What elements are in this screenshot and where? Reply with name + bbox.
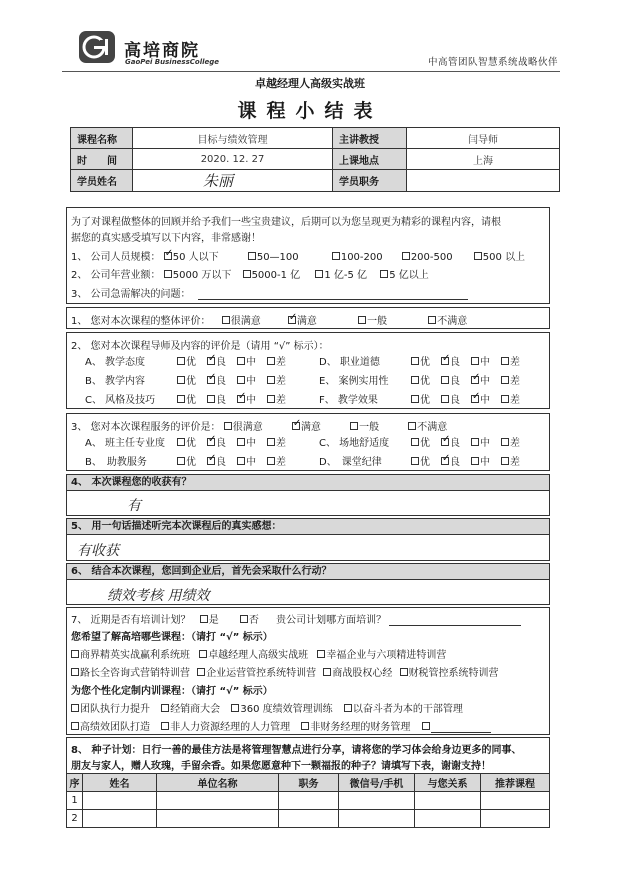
rating-row bbox=[85, 391, 297, 406]
size-option-2[interactable]: 50—100 bbox=[248, 252, 299, 263]
checkbox-icon[interactable] bbox=[411, 357, 419, 365]
rating-option[interactable]: ✓ 中 bbox=[471, 391, 501, 406]
rating-option[interactable]: 差 bbox=[501, 353, 531, 368]
q4-label: 4、 本次课程您的收获有？ bbox=[67, 475, 549, 491]
custom-option[interactable]: 非财务经理的财务管理 bbox=[301, 722, 410, 733]
q5-section bbox=[66, 518, 550, 561]
checkbox-icon[interactable] bbox=[358, 316, 366, 324]
rating-option[interactable]: 优 bbox=[177, 391, 207, 406]
q6-answer[interactable]: 绩效考核 用绩效 bbox=[107, 588, 210, 604]
revenue-label: 2、 公司年营业额： bbox=[71, 270, 161, 281]
training-plan-row: 7、 近期是否有培训计划？ 是 否 贵公司计划哪方面培训？ bbox=[71, 611, 521, 626]
checkbox-icon[interactable] bbox=[207, 395, 215, 403]
seed-plan-table bbox=[66, 773, 550, 828]
checkbox-checked-icon[interactable] bbox=[207, 457, 215, 465]
rating-option[interactable]: 优 bbox=[411, 434, 441, 449]
service-eval-section bbox=[66, 413, 550, 471]
q5-label: 5、 用一句话描述听完本次课程后的真实感想： bbox=[67, 519, 549, 535]
course-option[interactable]: 卓越经理人高级实战班 bbox=[199, 650, 308, 661]
overall-option-4[interactable]: 不满意 bbox=[428, 316, 467, 327]
course-option[interactable]: 企业运营管控系统特训营 bbox=[197, 668, 316, 679]
checkbox-icon[interactable] bbox=[411, 376, 419, 384]
rating-item-label: A、 教学态度 bbox=[85, 357, 146, 368]
checkbox-icon[interactable] bbox=[237, 357, 245, 365]
service-option-4[interactable]: 不满意 bbox=[408, 422, 447, 433]
student-name-handwriting: 朱丽 bbox=[203, 172, 234, 190]
checkbox-icon[interactable] bbox=[224, 422, 232, 430]
checkbox-checked-icon[interactable] bbox=[164, 252, 172, 260]
rating-item-label: F、 教学效果 bbox=[319, 395, 378, 406]
rating-row bbox=[85, 353, 297, 368]
checkbox-icon[interactable] bbox=[501, 395, 509, 403]
rating-option[interactable]: 差 bbox=[267, 372, 297, 387]
checkbox-icon[interactable] bbox=[315, 270, 323, 278]
checkbox-icon[interactable] bbox=[411, 438, 419, 446]
rating-option[interactable]: 中 bbox=[237, 434, 267, 449]
checkbox-checked-icon[interactable] bbox=[292, 422, 300, 430]
checkbox-icon[interactable] bbox=[267, 457, 275, 465]
course-field[interactable]: 目标与绩效管理 bbox=[133, 128, 333, 149]
training-area-field[interactable] bbox=[389, 616, 521, 626]
revenue-row bbox=[71, 266, 429, 281]
q4-answer[interactable]: 有 bbox=[127, 498, 141, 514]
revenue-option-2[interactable]: 5000-1 亿 bbox=[243, 270, 301, 281]
page-title: 课程小结表 bbox=[237, 100, 383, 122]
checkbox-icon[interactable] bbox=[501, 376, 509, 384]
rating-option[interactable]: 优 bbox=[411, 453, 441, 468]
rating-option[interactable]: 中 bbox=[471, 353, 501, 368]
checkbox-icon[interactable] bbox=[222, 316, 230, 324]
teacher-label: 主讲教授 bbox=[333, 128, 407, 149]
rating-option[interactable]: 差 bbox=[501, 453, 531, 468]
checkbox-icon[interactable] bbox=[474, 252, 482, 260]
rating-option[interactable]: 优 bbox=[177, 372, 207, 387]
overall-eval-row bbox=[71, 312, 467, 327]
rating-option[interactable]: ✓ 良 bbox=[441, 434, 471, 449]
custom-option[interactable]: 360 度绩效管理训练 bbox=[231, 704, 332, 715]
custom-option-other[interactable] bbox=[422, 722, 491, 733]
checkbox-icon[interactable] bbox=[441, 376, 449, 384]
rating-option[interactable]: ✓ 中 bbox=[237, 391, 267, 406]
rating-option[interactable]: 差 bbox=[501, 372, 531, 387]
checkbox-icon[interactable] bbox=[411, 395, 419, 403]
q6-label: 6、 结合本次课程，您回到企业后，首先会采取什么行动？ bbox=[67, 564, 549, 580]
place-label: 上课地点 bbox=[333, 149, 407, 170]
checkbox-icon[interactable] bbox=[402, 252, 410, 260]
checkbox-icon[interactable] bbox=[267, 376, 275, 384]
custom-option[interactable]: 高绩效团队打造 bbox=[71, 722, 150, 733]
rating-option[interactable]: 优 bbox=[411, 391, 441, 406]
overall-eval-section bbox=[66, 307, 550, 329]
rating-option[interactable]: 差 bbox=[501, 391, 531, 406]
rating-row bbox=[85, 372, 297, 387]
checkbox-icon[interactable] bbox=[177, 395, 185, 403]
rating-item-label: E、 案例实用性 bbox=[319, 376, 389, 387]
intro-text-2: 据您的真实感受填写以下内容，非常感谢！ bbox=[71, 233, 261, 244]
position-label: 学员职务 bbox=[333, 170, 407, 192]
company-info-section bbox=[66, 207, 550, 304]
want-courses-label: 您希望了解高培哪些课程：（请打 “√” 标示） bbox=[71, 632, 273, 643]
checkbox-icon[interactable] bbox=[441, 395, 449, 403]
custom-option[interactable]: 经销商大会 bbox=[161, 704, 220, 715]
checkbox-icon[interactable] bbox=[408, 422, 416, 430]
table-row: 2 bbox=[67, 810, 550, 828]
checkbox-checked-icon[interactable] bbox=[288, 316, 296, 324]
intro-text-1: 为了对课程做整体的回顾并给予我们一些宝贵建议，后期可以为您呈现更为精彩的课程内容，请根 bbox=[71, 217, 501, 228]
seed-plan-text-2: 朋友与家人，赠人玫瑰，手留余香。如果您愿意种下一颗福报的种子？请填写下表，谢谢支持！ bbox=[71, 761, 491, 772]
checkbox-icon[interactable] bbox=[411, 457, 419, 465]
checkbox-checked-icon[interactable] bbox=[471, 395, 479, 403]
checkbox-checked-icon[interactable] bbox=[471, 376, 479, 384]
overall-option-1[interactable]: 很满意 bbox=[222, 316, 261, 327]
gaopei-logo-icon bbox=[78, 30, 116, 64]
seed-plan-text-1: 8、 种子计划：日行一善的最佳方法是将管理智慧点进行分享，请将您的学习体会给身边更多的同事、 bbox=[71, 745, 522, 756]
rating-option[interactable]: 差 bbox=[267, 353, 297, 368]
checkbox-icon[interactable] bbox=[501, 357, 509, 365]
rating-option[interactable]: ✓ 良 bbox=[207, 453, 237, 468]
revenue-option-3[interactable]: 1 亿-5 亿 bbox=[315, 270, 367, 281]
rating-item-label: B、 助教服务 bbox=[85, 457, 147, 468]
checkbox-checked-icon[interactable] bbox=[237, 395, 245, 403]
size-option-3[interactable]: 100-200 bbox=[332, 252, 383, 263]
rating-option[interactable]: 良 bbox=[441, 391, 471, 406]
checkbox-icon[interactable] bbox=[471, 457, 479, 465]
course-option[interactable]: 商界精英实战赢利系统班 bbox=[71, 650, 190, 661]
problem-row bbox=[71, 285, 468, 300]
rating-row bbox=[319, 353, 531, 368]
size-option-5[interactable]: 500 以上 bbox=[474, 252, 525, 263]
checkbox-icon[interactable] bbox=[177, 438, 185, 446]
custom-options-row-1 bbox=[71, 700, 463, 715]
rating-row bbox=[319, 391, 531, 406]
plan-no-option[interactable]: 否 bbox=[240, 615, 259, 626]
checkbox-icon[interactable] bbox=[267, 438, 275, 446]
problem-label: 3、 公司急需解决的问题： bbox=[71, 289, 191, 300]
q5-answer[interactable]: 有收获 bbox=[77, 543, 119, 559]
brand-name-en: GaoPei BusinessCollege bbox=[125, 58, 220, 66]
overall-eval-label: 1、 您对本次课程的整体评价： bbox=[71, 316, 211, 327]
rating-option[interactable]: 优 bbox=[411, 372, 441, 387]
tagline: 中高管团队智慧系统战略伙伴 bbox=[427, 57, 558, 68]
rating-option[interactable]: 差 bbox=[267, 453, 297, 468]
checkbox-icon[interactable] bbox=[501, 457, 509, 465]
rating-option[interactable]: ✓ 良 bbox=[441, 353, 471, 368]
checkbox-icon[interactable] bbox=[200, 615, 208, 623]
service-option-1[interactable]: 很满意 bbox=[224, 422, 263, 433]
rating-row bbox=[319, 372, 531, 387]
checkbox-icon[interactable] bbox=[501, 438, 509, 446]
service-eval-row bbox=[71, 418, 447, 433]
custom-options-row-2 bbox=[71, 718, 491, 733]
rating-option[interactable]: 中 bbox=[237, 353, 267, 368]
checkbox-icon[interactable] bbox=[237, 438, 245, 446]
checkbox-icon[interactable] bbox=[380, 270, 388, 278]
time-label: 时 间 bbox=[71, 149, 133, 170]
student-field[interactable] bbox=[133, 170, 333, 192]
q8-section bbox=[66, 737, 550, 773]
checkbox-icon[interactable] bbox=[471, 357, 479, 365]
student-label: 学员姓名 bbox=[71, 170, 133, 192]
checkbox-icon[interactable] bbox=[428, 316, 436, 324]
revenue-option-4[interactable]: 5 亿以上 bbox=[380, 270, 429, 281]
size-option-4[interactable]: 200-500 bbox=[402, 252, 453, 263]
rating-row bbox=[319, 434, 531, 449]
position-field[interactable] bbox=[407, 170, 560, 192]
brand-name: 高培商院 bbox=[124, 41, 200, 61]
rating-item-label: A、 班主任专业度 bbox=[85, 438, 166, 449]
checkbox-checked-icon[interactable] bbox=[441, 438, 449, 446]
checkbox-checked-icon[interactable] bbox=[207, 376, 215, 384]
checkbox-checked-icon[interactable] bbox=[441, 457, 449, 465]
rating-row bbox=[319, 453, 531, 468]
overall-option-2[interactable]: ✓ 满意 bbox=[288, 316, 317, 327]
rating-item-label: C、 场地舒适度 bbox=[319, 438, 390, 449]
size-option-1[interactable]: ✓ 50 人以下 bbox=[164, 252, 219, 263]
checkbox-icon[interactable] bbox=[267, 395, 275, 403]
rating-option[interactable]: 差 bbox=[501, 434, 531, 449]
rating-option[interactable]: 优 bbox=[177, 353, 207, 368]
teacher-eval-label: 2、 您对本次课程导师及内容的评价是（请用 “√” 标示）： bbox=[71, 341, 329, 352]
service-option-2[interactable]: ✓ 满意 bbox=[292, 422, 321, 433]
checkbox-icon[interactable] bbox=[243, 270, 251, 278]
custom-option[interactable]: 团队执行力提升 bbox=[71, 704, 150, 715]
rating-item-label: C、 风格及技巧 bbox=[85, 395, 156, 406]
rating-option[interactable]: 中 bbox=[471, 434, 501, 449]
custom-option[interactable]: 以奋斗者为本的干部管理 bbox=[344, 704, 463, 715]
q6-section bbox=[66, 563, 550, 605]
rating-option[interactable]: 差 bbox=[267, 391, 297, 406]
service-eval-label: 3、 您对本次课程服务的评价是： bbox=[71, 422, 221, 433]
rating-option[interactable]: 优 bbox=[177, 434, 207, 449]
seed-table-header: 序 姓名 单位名称 职务 微信号/手机 与您关系 推荐课程 bbox=[67, 774, 550, 792]
rating-option[interactable]: 差 bbox=[267, 434, 297, 449]
checkbox-icon[interactable] bbox=[267, 357, 275, 365]
table-row: 1 bbox=[67, 792, 550, 810]
checkbox-icon[interactable] bbox=[350, 422, 358, 430]
rating-option[interactable]: ✓ 良 bbox=[441, 453, 471, 468]
rating-option[interactable]: 中 bbox=[237, 372, 267, 387]
rating-row bbox=[85, 434, 297, 449]
rating-row bbox=[85, 453, 297, 468]
checkbox-checked-icon[interactable] bbox=[441, 357, 449, 365]
teacher-field[interactable]: 闫导师 bbox=[407, 128, 560, 149]
service-option-3[interactable]: 一般 bbox=[350, 422, 379, 433]
course-label: 课程名称 bbox=[71, 128, 133, 149]
checkbox-icon[interactable] bbox=[237, 376, 245, 384]
q4-section bbox=[66, 474, 550, 516]
rating-option[interactable]: 良 bbox=[207, 391, 237, 406]
checkbox-icon[interactable] bbox=[164, 270, 172, 278]
time-field[interactable]: 2020. 12. 27 bbox=[133, 149, 333, 170]
rating-option[interactable]: ✓ 良 bbox=[207, 353, 237, 368]
rating-item-label: B、 教学内容 bbox=[85, 376, 146, 387]
header-divider bbox=[62, 71, 560, 72]
company-size-row bbox=[71, 248, 525, 263]
q7-section bbox=[66, 607, 550, 735]
custom-courses-label: 为您个性化定制内训课程：（请打 “√” 标示） bbox=[71, 686, 273, 697]
checkbox-icon[interactable] bbox=[240, 615, 248, 623]
place-field[interactable]: 上海 bbox=[407, 149, 560, 170]
checkbox-icon[interactable] bbox=[177, 457, 185, 465]
course-option[interactable]: 商战股权心经 bbox=[323, 668, 392, 679]
course-options-row-1 bbox=[71, 646, 446, 661]
checkbox-icon[interactable] bbox=[332, 252, 340, 260]
rating-option[interactable]: 良 bbox=[441, 372, 471, 387]
course-option[interactable]: 幸福企业与六项精进特训营 bbox=[317, 650, 446, 661]
plan-yes-option[interactable]: 是 bbox=[200, 615, 219, 626]
rating-item-label: D、 职业道德 bbox=[319, 357, 380, 368]
rating-option[interactable]: 优 bbox=[411, 353, 441, 368]
checkbox-checked-icon[interactable] bbox=[207, 438, 215, 446]
checkbox-icon[interactable] bbox=[248, 252, 256, 260]
rating-item-label: D、 课堂纪律 bbox=[319, 457, 382, 468]
checkbox-icon[interactable] bbox=[177, 357, 185, 365]
rating-option[interactable]: 优 bbox=[177, 453, 207, 468]
checkbox-checked-icon[interactable] bbox=[207, 357, 215, 365]
custom-option[interactable]: 非人力资源经理的人力管理 bbox=[161, 722, 290, 733]
checkbox-icon[interactable] bbox=[471, 438, 479, 446]
checkbox-icon[interactable] bbox=[237, 457, 245, 465]
rating-option[interactable]: 中 bbox=[237, 453, 267, 468]
checkbox-icon[interactable] bbox=[177, 376, 185, 384]
rating-option[interactable]: ✓ 良 bbox=[207, 372, 237, 387]
course-option[interactable]: 路长全咨询式营销特训营 bbox=[71, 668, 190, 679]
company-size-label: 1、 公司人员规模： bbox=[71, 252, 161, 263]
revenue-option-1[interactable]: 5000 万以下 bbox=[164, 270, 232, 281]
rating-option[interactable]: 中 bbox=[471, 453, 501, 468]
rating-option[interactable]: ✓ 中 bbox=[471, 372, 501, 387]
overall-option-3[interactable]: 一般 bbox=[358, 316, 387, 327]
course-options-row-2 bbox=[71, 664, 499, 679]
course-info-table bbox=[70, 127, 560, 192]
rating-option[interactable]: ✓ 良 bbox=[207, 434, 237, 449]
course-option[interactable]: 财税管控系统特训营 bbox=[400, 668, 499, 679]
teacher-eval-section bbox=[66, 332, 550, 409]
class-name: 卓越经理人高级实战班 bbox=[255, 77, 365, 90]
problem-field[interactable] bbox=[198, 289, 468, 300]
